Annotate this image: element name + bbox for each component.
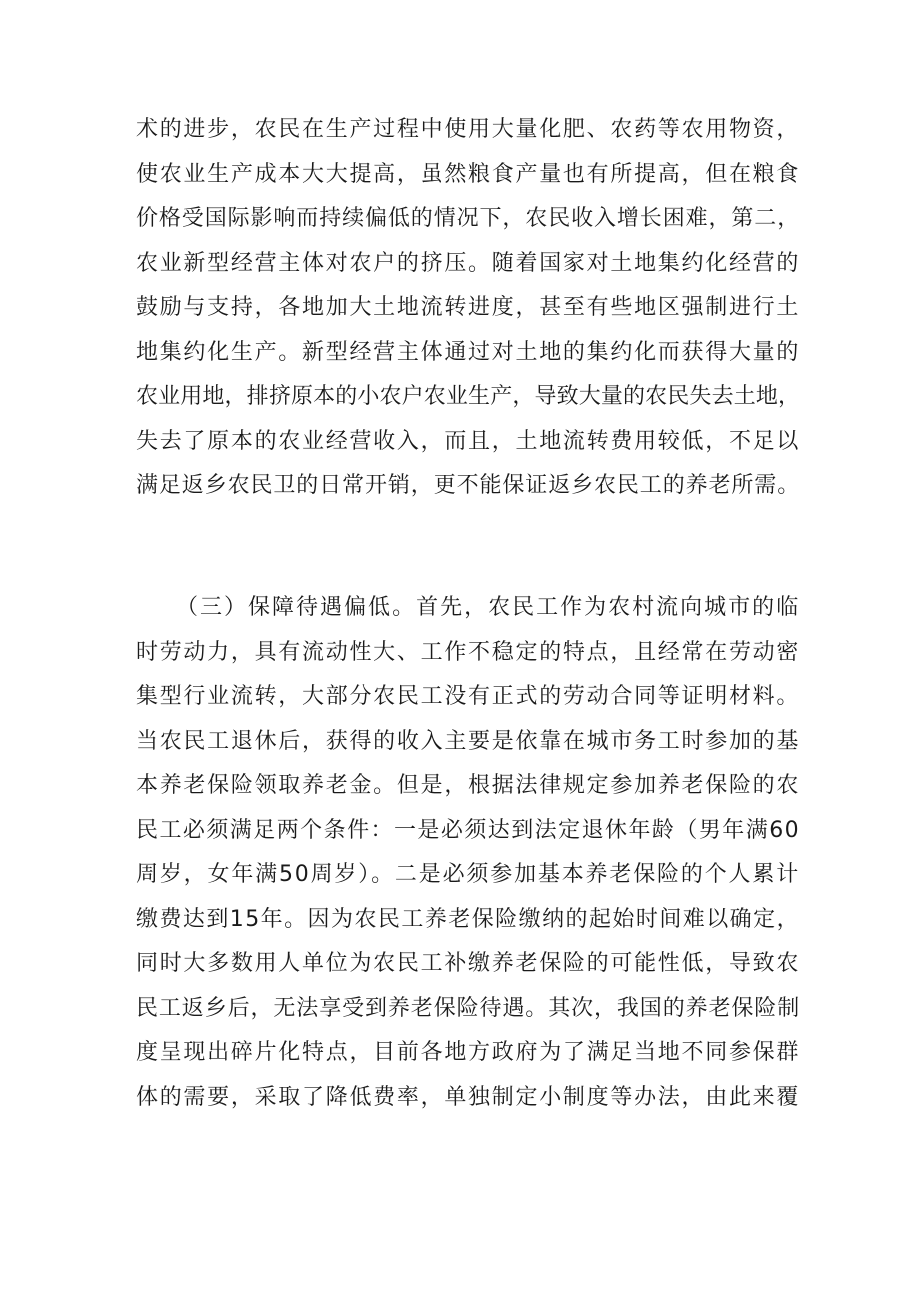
text-line: 价格受国际影响而持续偏低的情况下，农民收入增长困难，第二， [136, 206, 800, 231]
text-line: 使农业生产成本大大提高，虽然粮食产量也有所提高，但在粮食 [136, 161, 800, 187]
text-line: 当农民工退休后，获得的收入主要是依靠在城市务工时参加的基 [136, 728, 800, 754]
text-line: 本养老保险领取养老金。但是，根据法律规定参加养老保险的农 [136, 773, 800, 798]
text-line: 鼓励与支持，各地加大土地流转进度，甚至有些地区强制进行土 [136, 295, 800, 320]
text-line: 术的进步，农民在生产过程中使用大量化肥、农药等农用物资， [136, 117, 800, 142]
paragraph-low-benefits [136, 586, 800, 1120]
text-line: 民工必须满足两个条件：一是必须达到法定退休年龄（男年满60 [136, 817, 800, 843]
text-line: 农业用地，排挤原本的小农户农业生产，导致大量的农民失去土地， [136, 384, 800, 409]
text-line: 集型行业流转，大部分农民工没有正式的劳动合同等证明材料。 [136, 684, 800, 709]
text-line: 体的需要，采取了降低费率，单独制定小制度等办法，由此来覆 [136, 1084, 800, 1110]
text-line: 满足返乡农民卫的日常开销，更不能保证返乡农民工的养老所需。 [136, 473, 800, 498]
text-line: 同时大多数用人单位为农民工补缴养老保险的可能性低，导致农 [136, 951, 800, 976]
text-line: 时劳动力，具有流动性大、工作不稳定的特点，且经常在劳动密 [136, 639, 800, 665]
text-line: 度呈现出碎片化特点，目前各地方政府为了满足当地不同参保群 [136, 1040, 800, 1065]
text-line: 农业新型经营主体对农户的挤压。随着国家对土地集约化经营的 [136, 250, 800, 276]
text-line: 民工返乡后，无法享受到养老保险待遇。其次，我国的养老保险制 [136, 995, 800, 1021]
text-line: 周岁，女年满50周岁）。二是必须参加基本养老保险的个人累计 [136, 862, 800, 887]
text-line: （三）保障待遇偏低。首先，农民工作为农村流向城市的临 [176, 595, 800, 620]
text-line: 地集约化生产。新型经营主体通过对土地的集约化而获得大量的 [136, 339, 800, 365]
text-line: 失去了原本的农业经营收入，而且，土地流转费用较低，不足以 [136, 428, 800, 454]
paragraph-rural-income [136, 108, 800, 509]
text-line: 缴费达到15年。因为农民工养老保险缴纳的起始时间难以确定， [136, 906, 800, 932]
